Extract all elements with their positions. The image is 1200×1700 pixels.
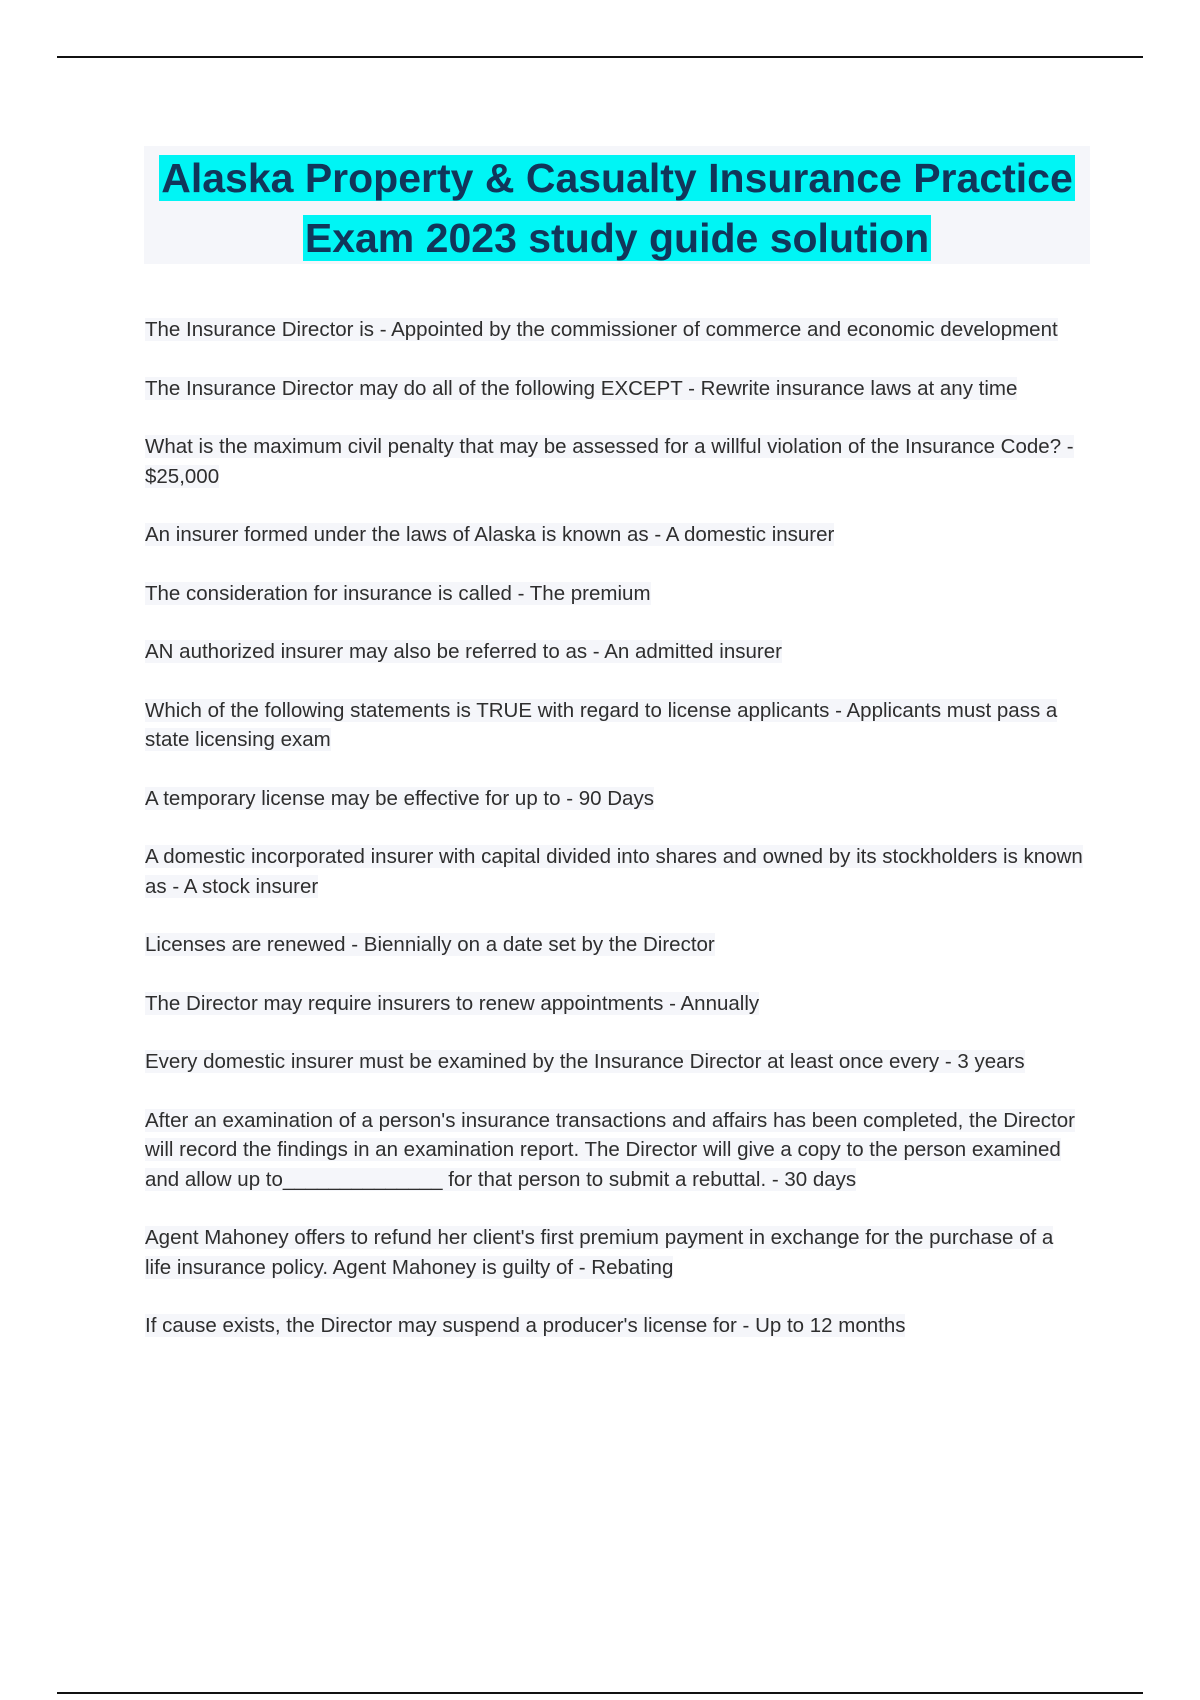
qa-text: The Insurance Director is - Appointed by the commissioner of commerce and economic development — [145, 318, 1058, 341]
qa-item — [145, 520, 1085, 550]
qa-text: Agent Mahoney offers to refund her client's first premium payment in exchange for the purchase of a life insurance policy. Agent Mahoney is guilty of - Rebating — [145, 1226, 1054, 1279]
page-title: Alaska Property & Casualty Insurance Practice Exam 2023 study guide solution — [161, 155, 1073, 261]
qa-item — [145, 432, 1085, 491]
qa-text: What is the maximum civil penalty that may be assessed for a willful violation of the Insurance Code? - $25,000 — [145, 435, 1074, 488]
qa-item — [145, 842, 1085, 901]
qa-text: Which of the following statements is TRUE with regard to license applicants - Applicants must pass a state licensing exam — [145, 698, 1058, 751]
qa-item — [145, 784, 1085, 814]
qa-item — [145, 315, 1085, 345]
qa-text: An insurer formed under the laws of Alaska is known as - A domestic insurer — [145, 523, 835, 546]
qa-item — [145, 579, 1085, 609]
qa-text: Licenses are renewed - Biennially on a date set by the Director — [145, 933, 715, 956]
qa-text: The Insurance Director may do all of the following EXCEPT - Rewrite insurance laws at any time — [145, 376, 1018, 400]
qa-item — [145, 637, 1085, 667]
qa-item — [145, 1047, 1085, 1077]
top-divider — [57, 56, 1143, 58]
bottom-divider — [57, 1692, 1143, 1694]
title-block — [144, 146, 1090, 264]
qa-item — [145, 989, 1085, 1019]
qa-text: AN authorized insurer may also be referred to as - An admitted insurer — [145, 640, 782, 663]
qa-item — [145, 930, 1085, 960]
qa-text: If cause exists, the Director may suspend a producer's license for - Up to 12 months — [145, 1314, 906, 1337]
qa-text: A temporary license may be effective for up to - 90 Days — [145, 786, 654, 810]
qa-text: After an examination of a person's insurance transactions and affairs has been completed, the Director will record the findings in an examination report. The Director will give a copy to the person examined and allow up to______________ for that person to submit a rebuttal. - 30 days — [145, 1108, 1075, 1191]
qa-item — [145, 1106, 1085, 1195]
qa-text: Every domestic insurer must be examined by the Insurance Director at least once every - 3 years — [145, 1050, 1025, 1073]
qa-text: A domestic incorporated insurer with capital divided into shares and owned by its stockholders is known as - A stock insurer — [145, 845, 1083, 898]
question-list — [145, 315, 1085, 1370]
qa-text: The consideration for insurance is called - The premium — [145, 581, 651, 605]
qa-item — [145, 374, 1085, 404]
qa-item — [145, 696, 1085, 755]
qa-text: The Director may require insurers to renew appointments - Annually — [145, 991, 760, 1015]
qa-item — [145, 1311, 1085, 1341]
qa-item — [145, 1223, 1085, 1282]
